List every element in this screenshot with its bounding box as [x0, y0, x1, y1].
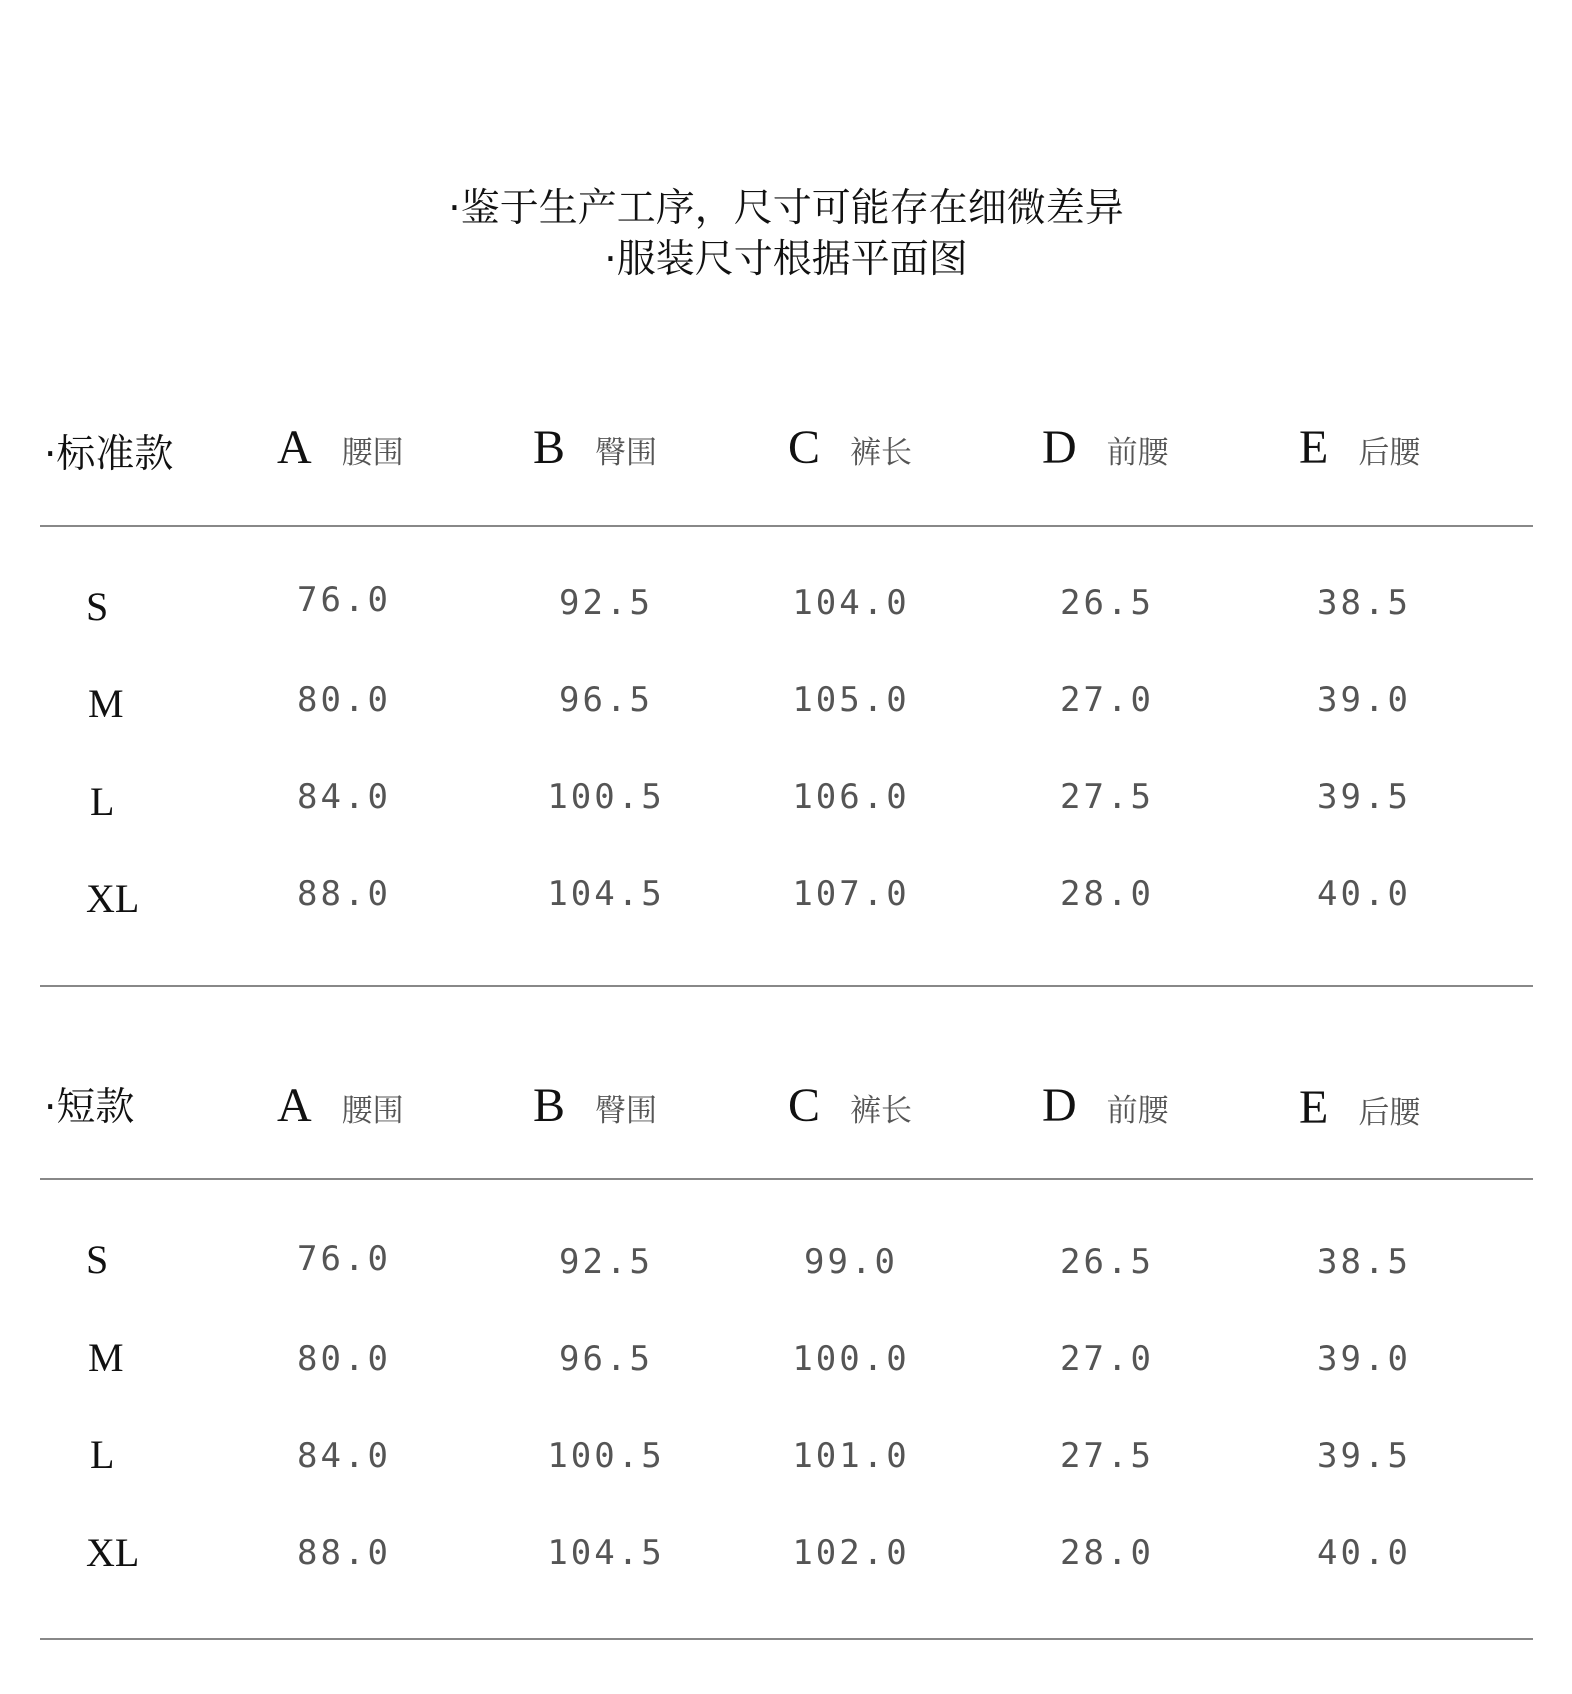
- value-cell: 92.5: [559, 583, 653, 623]
- size-label: XL: [86, 1530, 140, 1575]
- table-bottom-divider: [40, 985, 1533, 987]
- value-cell: 99.0: [804, 1242, 898, 1282]
- value-cell: 101.0: [792, 1436, 910, 1476]
- column-name: 腰围: [341, 435, 404, 471]
- header-divider: [40, 525, 1533, 527]
- value-cell: 26.5: [1060, 583, 1154, 623]
- value-cell: 28.0: [1060, 874, 1154, 914]
- value-cell: 26.5: [1060, 1242, 1154, 1282]
- value-cell: 107.0: [792, 874, 910, 914]
- column-header-e: [1299, 1080, 1420, 1135]
- size-label: L: [90, 1432, 115, 1477]
- value-cell: 105.0: [792, 680, 910, 720]
- value-cell: 92.5: [559, 1242, 653, 1282]
- value-cell: 100.5: [547, 777, 665, 817]
- size-label: S: [86, 1237, 109, 1282]
- value-cell: 88.0: [297, 874, 391, 914]
- value-cell: 39.0: [1317, 1339, 1411, 1379]
- value-cell: 39.5: [1317, 1436, 1411, 1476]
- value-cell: 104.0: [792, 583, 910, 623]
- column-name: 前腰: [1106, 1093, 1169, 1129]
- column-name: 腰围: [341, 1093, 404, 1129]
- header-divider: [40, 1178, 1533, 1180]
- value-cell: 100.5: [547, 1436, 665, 1476]
- size-label: L: [90, 779, 115, 824]
- column-letter: E: [1299, 421, 1329, 474]
- value-cell: 106.0: [792, 777, 910, 817]
- value-cell: 76.0: [297, 1239, 391, 1279]
- value-cell: 80.0: [297, 680, 391, 720]
- value-cell: 84.0: [297, 777, 391, 817]
- value-cell: 40.0: [1317, 874, 1411, 914]
- column-letter: B: [533, 421, 566, 474]
- value-cell: 27.0: [1060, 680, 1154, 720]
- value-cell: 104.5: [547, 1533, 665, 1573]
- column-header-c: [788, 1078, 912, 1133]
- value-cell: 104.5: [547, 874, 665, 914]
- value-cell: 76.0: [297, 580, 391, 620]
- value-cell: 27.0: [1060, 1339, 1154, 1379]
- column-name: 臀围: [595, 1093, 658, 1129]
- column-letter: D: [1042, 421, 1077, 474]
- column-name: 前腰: [1106, 435, 1169, 471]
- table-title: ·标准款: [44, 432, 174, 477]
- column-header-b: [533, 1078, 657, 1133]
- column-letter: D: [1042, 1079, 1077, 1132]
- column-header-d: [1042, 1078, 1169, 1133]
- value-cell: 39.0: [1317, 680, 1411, 720]
- column-letter: A: [277, 421, 312, 474]
- column-header-b: [533, 420, 657, 475]
- size-label: S: [86, 584, 109, 629]
- size-label: XL: [86, 876, 140, 921]
- value-cell: 28.0: [1060, 1533, 1154, 1573]
- column-letter: C: [788, 1079, 821, 1132]
- notes: [0, 183, 1572, 285]
- value-cell: 80.0: [297, 1339, 391, 1379]
- value-cell: 88.0: [297, 1533, 391, 1573]
- column-name: 裤长: [850, 1093, 913, 1129]
- column-name: 后腰: [1358, 1095, 1421, 1131]
- column-name: 后腰: [1358, 435, 1421, 471]
- note-flat-measurement: ·服装尺寸根据平面图: [604, 237, 968, 282]
- table-bottom-divider: [40, 1638, 1533, 1640]
- value-cell: 96.5: [559, 680, 653, 720]
- value-cell: 38.5: [1317, 1242, 1411, 1282]
- column-name: 臀围: [595, 435, 658, 471]
- column-header-d: [1042, 420, 1169, 475]
- value-cell: 40.0: [1317, 1533, 1411, 1573]
- column-letter: C: [788, 421, 821, 474]
- column-letter: B: [533, 1079, 566, 1132]
- column-header-c: [788, 420, 912, 475]
- size-label: M: [88, 1335, 124, 1380]
- value-cell: 38.5: [1317, 583, 1411, 623]
- table-title: ·短款: [44, 1085, 135, 1130]
- value-cell: 27.5: [1060, 1436, 1154, 1476]
- column-name: 裤长: [850, 435, 913, 471]
- value-cell: 102.0: [792, 1533, 910, 1573]
- column-header-a: [277, 420, 404, 475]
- column-letter: E: [1299, 1081, 1329, 1134]
- value-cell: 39.5: [1317, 777, 1411, 817]
- note-production-variance: ·鉴于生产工序，尺寸可能存在细微差异: [448, 186, 1124, 231]
- value-cell: 100.0: [792, 1339, 910, 1379]
- value-cell: 96.5: [559, 1339, 653, 1379]
- size-label: M: [88, 681, 124, 726]
- value-cell: 27.5: [1060, 777, 1154, 817]
- value-cell: 84.0: [297, 1436, 391, 1476]
- column-letter: A: [277, 1079, 312, 1132]
- column-header-e: [1299, 420, 1420, 475]
- column-header-a: [277, 1078, 404, 1133]
